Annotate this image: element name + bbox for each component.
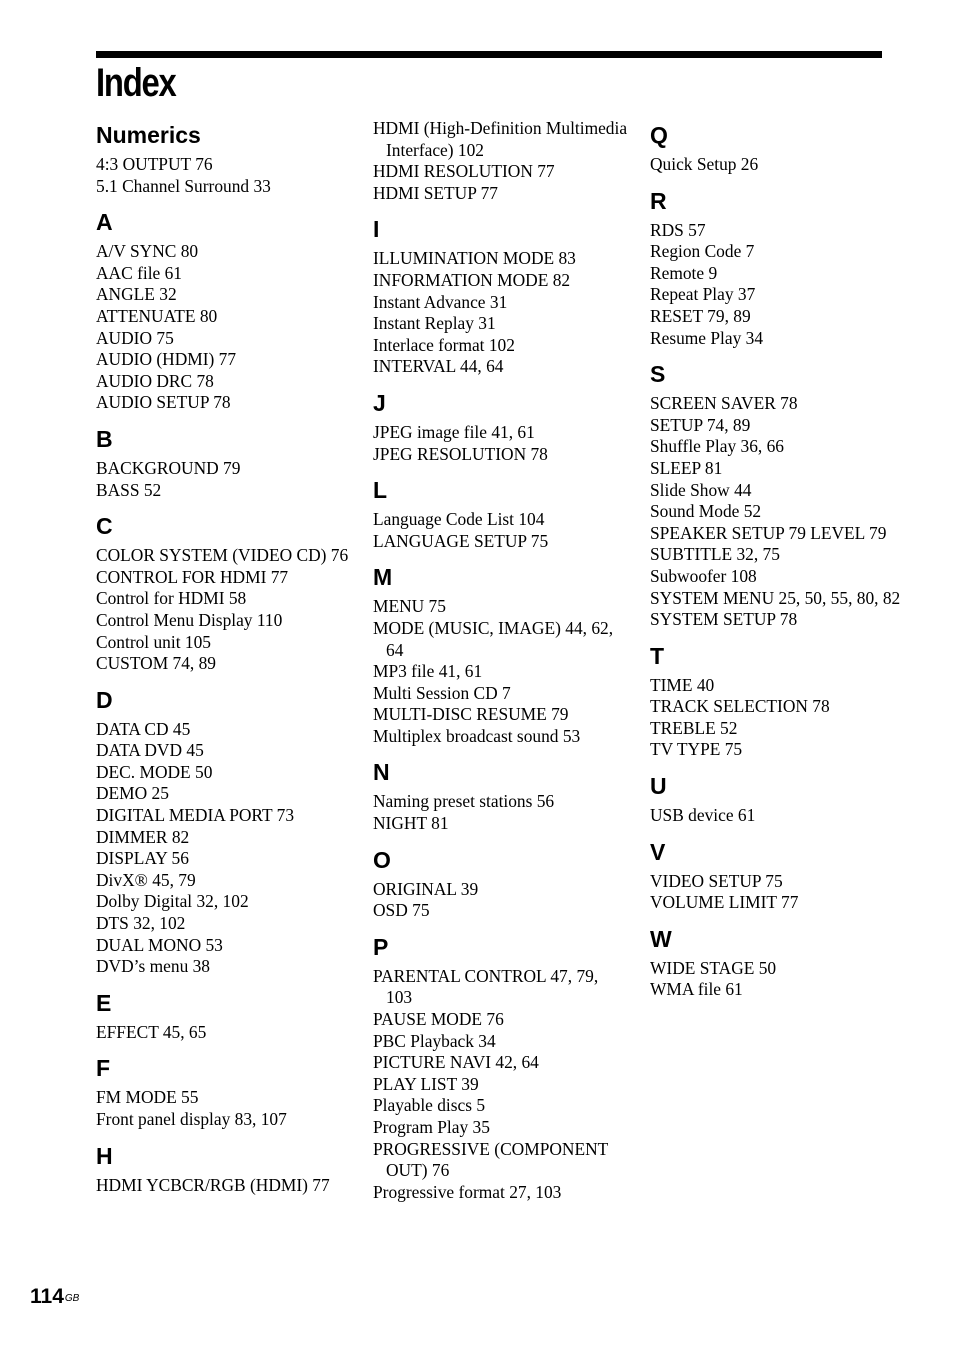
section-letter-heading: I <box>373 216 380 243</box>
index-entry: WMA file 61 <box>650 979 743 1000</box>
entry-list <box>96 1175 351 1197</box>
index-entry: FM MODE 55 <box>96 1087 199 1108</box>
entry-list <box>650 154 905 176</box>
index-entry: Control unit 105 <box>96 631 211 652</box>
section-letter-heading: E <box>96 989 112 1016</box>
index-entry: Remote 9 <box>650 262 718 283</box>
index-entry: INFORMATION MODE 82 <box>373 269 571 290</box>
index-entry: ILLUMINATION MODE 83 <box>373 248 576 269</box>
section-letter-heading: Q <box>650 122 668 148</box>
index-entry: Repeat Play 37 <box>650 284 756 305</box>
index-entry: BASS 52 <box>96 479 162 500</box>
index-section <box>96 118 351 197</box>
section-letter-heading: J <box>373 389 386 416</box>
entry-list <box>96 1087 351 1130</box>
index-entry: Interlace format 102 <box>373 334 515 355</box>
page-number <box>30 1283 79 1311</box>
index-section <box>96 422 351 501</box>
index-entry: SUBTITLE 32, 75 <box>650 544 780 565</box>
index-section <box>373 212 628 378</box>
section-letter-heading: S <box>650 361 666 388</box>
index-entry: VOLUME LIMIT 77 <box>650 892 799 913</box>
index-entry: AUDIO (HDMI) 77 <box>96 349 237 370</box>
index-entry: Multiplex broadcast sound 53 <box>373 725 581 746</box>
index-entry: RESET 79, 89 <box>650 305 751 326</box>
index-entry: MP3 file 41, 61 <box>373 661 483 682</box>
index-entry: DEMO 25 <box>96 783 169 804</box>
index-entry: AUDIO SETUP 78 <box>96 392 231 413</box>
section-letter-heading: A <box>96 209 113 236</box>
entry-list <box>373 791 628 834</box>
index-entry: TV TYPE 75 <box>650 739 743 760</box>
index-entry: DATA CD 45 <box>96 718 191 739</box>
section-letter-heading: D <box>96 686 113 713</box>
index-entry: DVD’s menu 38 <box>96 956 210 977</box>
index-entry: DTS 32, 102 <box>96 913 186 934</box>
index-entry: PAUSE MODE 76 <box>373 1009 504 1030</box>
index-entry: MENU 75 <box>373 596 446 617</box>
index-section <box>373 930 628 1204</box>
section-letter-heading: Numerics <box>96 122 201 148</box>
index-entry: JPEG RESOLUTION 78 <box>373 443 548 464</box>
index-entry: ANGLE 32 <box>96 284 177 305</box>
entry-list <box>96 241 351 414</box>
index-entry: HDMI RESOLUTION 77 <box>373 161 555 182</box>
index-entry: VIDEO SETUP 75 <box>650 870 783 891</box>
index-entry: HDMI SETUP 77 <box>373 182 498 203</box>
index-section <box>373 755 628 834</box>
index-entry: ATTENUATE 80 <box>96 305 218 326</box>
page-number-suffix: GB <box>64 1293 80 1304</box>
index-entry: TRACK SELECTION 78 <box>650 696 830 717</box>
entry-list <box>373 879 628 922</box>
header-rule <box>96 51 882 58</box>
section-letter-heading: W <box>650 925 672 952</box>
index-entry: DUAL MONO 53 <box>96 934 223 955</box>
index-entry: NIGHT 81 <box>373 813 449 834</box>
section-letter-heading: M <box>373 564 393 591</box>
index-entry: JPEG image file 41, 61 <box>373 421 535 442</box>
index-column-1 <box>96 118 351 1204</box>
section-letter-heading: N <box>373 759 390 786</box>
index-entry: 4:3 OUTPUT 76 <box>96 154 213 174</box>
section-letter-heading: F <box>96 1055 111 1082</box>
entry-list <box>96 1022 351 1044</box>
index-entry: Resume Play 34 <box>650 327 764 348</box>
section-letter-heading: B <box>96 425 113 452</box>
index-entry: Playable discs 5 <box>373 1095 486 1116</box>
index-section <box>373 386 628 465</box>
index-section <box>373 118 628 204</box>
index-entry: Control Menu Display 110 <box>96 609 283 630</box>
index-entry: TIME 40 <box>650 674 715 695</box>
index-entry: HDMI (High-Definition Multimedia Interface) 102 <box>373 118 628 160</box>
index-entry: Multi Session CD 7 <box>373 682 511 703</box>
index-entry: EFFECT 45, 65 <box>96 1021 207 1042</box>
index-entry: INTERVAL 44, 64 <box>373 356 504 377</box>
index-entry: 5.1 Channel Surround 33 <box>96 175 271 196</box>
page-number-value: 114 <box>30 1285 64 1308</box>
index-section <box>96 683 351 978</box>
index-entry: AUDIO DRC 78 <box>96 370 214 391</box>
index-entry: AAC file 61 <box>96 262 182 283</box>
index-entry: Instant Replay 31 <box>373 313 496 334</box>
section-letter-heading: U <box>650 773 667 800</box>
index-entry: USB device 61 <box>650 805 756 826</box>
index-entry: BACKGROUND 79 <box>96 457 241 478</box>
index-section <box>650 922 905 1001</box>
index-entry: SCREEN SAVER 78 <box>650 393 798 414</box>
index-entry: Shuffle Play 36, 66 <box>650 436 784 457</box>
index-entry: MODE (MUSIC, IMAGE) 44, 62, 64 <box>373 617 614 660</box>
index-section <box>96 1139 351 1197</box>
index-section <box>650 639 905 761</box>
section-letter-heading: H <box>96 1142 113 1169</box>
index-entry: MULTI-DISC RESUME 79 <box>373 704 569 725</box>
index-entry: Language Code List 104 <box>373 509 545 530</box>
entry-list <box>650 220 905 350</box>
index-entry: PICTURE NAVI 42, 64 <box>373 1052 539 1073</box>
index-column-3 <box>650 118 905 1009</box>
index-entry: Subwoofer 108 <box>650 565 757 586</box>
index-entry: SETUP 74, 89 <box>650 414 751 435</box>
index-entry: LANGUAGE SETUP 75 <box>373 530 549 551</box>
section-letter-heading: T <box>650 642 665 669</box>
entry-list <box>373 248 628 378</box>
index-entry: Region Code 7 <box>650 241 755 262</box>
index-section <box>96 205 351 414</box>
entry-list <box>96 458 351 501</box>
entry-list <box>373 966 628 1204</box>
entry-list <box>373 596 628 747</box>
index-section <box>650 835 905 914</box>
index-entry: CONTROL FOR HDMI 77 <box>96 566 289 587</box>
index-entry: Dolby Digital 32, 102 <box>96 891 249 912</box>
index-entry: RDS 57 <box>650 219 706 240</box>
index-entry: Progressive format 27, 103 <box>373 1181 562 1202</box>
index-entry: TREBLE 52 <box>650 717 738 738</box>
entry-list <box>96 545 351 675</box>
index-section <box>96 509 351 675</box>
index-entry: Quick Setup 26 <box>650 154 759 174</box>
index-entry: WIDE STAGE 50 <box>650 957 777 978</box>
index-section <box>96 986 351 1044</box>
index-entry: SPEAKER SETUP 79 LEVEL 79 <box>650 522 887 543</box>
index-entry: Program Play 35 <box>373 1117 490 1137</box>
index-entry: DEC. MODE 50 <box>96 761 213 782</box>
index-entry: DATA DVD 45 <box>96 740 204 761</box>
index-entry: SLEEP 81 <box>650 457 723 478</box>
index-section <box>650 769 905 827</box>
index-entry: Control for HDMI 58 <box>96 588 247 609</box>
index-entry: Sound Mode 52 <box>650 501 762 522</box>
index-section <box>650 184 905 350</box>
index-column-2 <box>373 118 628 1211</box>
index-entry: DISPLAY 56 <box>96 848 189 869</box>
entry-list <box>373 118 628 204</box>
entry-list <box>96 719 351 978</box>
index-entry: Naming preset stations 56 <box>373 791 555 812</box>
entry-list <box>373 509 628 552</box>
section-letter-heading: R <box>650 187 667 214</box>
index-section <box>373 560 628 747</box>
entry-list <box>650 393 905 631</box>
index-entry: ORIGINAL 39 <box>373 878 479 899</box>
section-letter-heading: L <box>373 477 388 504</box>
entry-list <box>650 675 905 761</box>
index-entry: SYSTEM SETUP 78 <box>650 609 798 630</box>
section-letter-heading: P <box>373 933 389 960</box>
section-letter-heading: C <box>96 513 113 540</box>
page-title: Index <box>96 61 176 105</box>
index-entry: CUSTOM 74, 89 <box>96 653 216 674</box>
index-section <box>96 1051 351 1130</box>
index-entry: AUDIO 75 <box>96 327 174 348</box>
entry-list <box>650 805 905 827</box>
index-entry: PROGRESSIVE (COMPONENT OUT) 76 <box>373 1138 608 1181</box>
index-entry: DIGITAL MEDIA PORT 73 <box>96 805 295 826</box>
index-entry: SYSTEM MENU 25, 50, 55, 80, 82 <box>650 587 901 608</box>
index-entry: PLAY LIST 39 <box>373 1073 479 1094</box>
index-section <box>373 473 628 552</box>
index-entry: A/V SYNC 80 <box>96 241 199 262</box>
index-entry: Slide Show 44 <box>650 479 752 500</box>
index-entry: PBC Playback 34 <box>373 1030 496 1051</box>
index-section <box>650 357 905 631</box>
index-entry: DIMMER 82 <box>96 826 190 847</box>
section-letter-heading: V <box>650 838 666 865</box>
index-entry: DivX® 45, 79 <box>96 869 196 890</box>
entry-list <box>373 422 628 465</box>
index-entry: PARENTAL CONTROL 47, 79, 103 <box>373 965 599 1008</box>
index-entry: COLOR SYSTEM (VIDEO CD) 76 <box>96 545 349 566</box>
entry-list <box>650 958 905 1001</box>
index-entry: OSD 75 <box>373 900 430 921</box>
section-letter-heading: O <box>373 846 391 873</box>
index-entry: Instant Advance 31 <box>373 291 508 312</box>
entry-list <box>650 871 905 914</box>
index-entry: Front panel display 83, 107 <box>96 1109 287 1129</box>
index-section <box>373 843 628 922</box>
index-section <box>650 118 905 176</box>
index-entry: HDMI YCBCR/RGB (HDMI) 77 <box>96 1174 330 1195</box>
entry-list <box>96 154 351 197</box>
